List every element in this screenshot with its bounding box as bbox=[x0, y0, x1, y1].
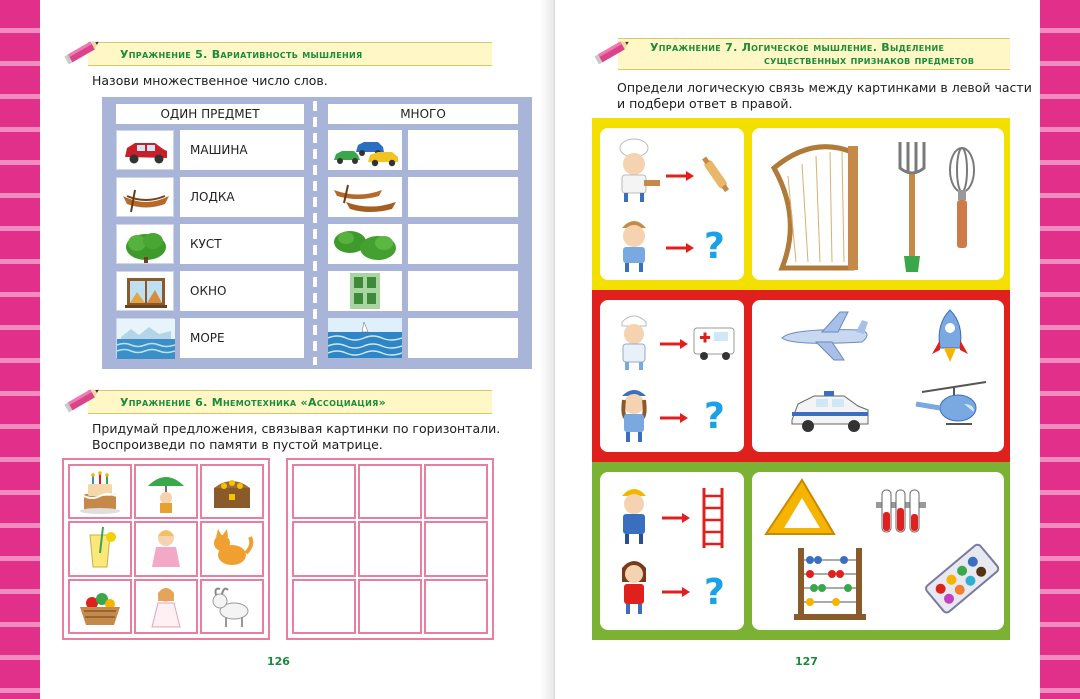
table-row bbox=[102, 224, 532, 264]
goat-picture bbox=[202, 581, 262, 632]
table-row bbox=[102, 130, 532, 170]
empty-matrix-cell[interactable] bbox=[292, 579, 356, 634]
exercise-5-title: Упражнение 5. Вариативность мышления bbox=[120, 47, 363, 61]
rocket-icon bbox=[932, 310, 968, 362]
exercise-7-instruction-line-2: и подбери ответ в правой. bbox=[617, 96, 793, 111]
empty-matrix-cell[interactable] bbox=[424, 579, 488, 634]
exercise-5-instruction: Назови множественное число слов. bbox=[92, 73, 328, 88]
windows-picture bbox=[328, 271, 402, 311]
analogy-box bbox=[600, 128, 744, 280]
matrix-cell-juice bbox=[68, 521, 132, 577]
logic-panel-red bbox=[592, 290, 1010, 462]
table-row bbox=[102, 318, 532, 358]
matrix-cell-cat bbox=[200, 521, 264, 577]
question-mark: ? bbox=[704, 396, 725, 437]
left-decorative-stripe bbox=[0, 0, 40, 699]
matrix-cell-goat bbox=[200, 579, 264, 634]
ladder-icon bbox=[704, 488, 722, 548]
cake-picture bbox=[70, 466, 130, 517]
page-number-left: 126 bbox=[267, 655, 290, 668]
answer-options-box bbox=[752, 300, 1004, 452]
exercise-5-heading bbox=[62, 42, 492, 66]
paint-palette-icon bbox=[924, 543, 999, 614]
exercise-6-instruction-line-1: Придумай предложения, связывая картинки по горизонтали. bbox=[92, 421, 501, 436]
empty-matrix-cell[interactable] bbox=[292, 464, 356, 519]
word-cell: ОКНО bbox=[180, 271, 304, 311]
logic-panel-yellow bbox=[592, 118, 1010, 290]
car-picture bbox=[116, 130, 174, 170]
plane-rocket-police-helicopter-options bbox=[752, 300, 1004, 452]
answer-options-box bbox=[752, 128, 1004, 280]
column-header-many: МНОГО bbox=[328, 104, 518, 124]
empty-matrix-cell[interactable] bbox=[292, 521, 356, 577]
word-cell: МОРЕ bbox=[180, 318, 304, 358]
umbrella-picture bbox=[136, 466, 196, 517]
exercise-7-title-line-2: существенных признаков предметов bbox=[764, 54, 975, 67]
logic-panel-green bbox=[592, 462, 1010, 640]
whisk-icon bbox=[950, 148, 974, 248]
empty-matrix-cell[interactable] bbox=[424, 464, 488, 519]
answer-blank[interactable] bbox=[408, 130, 518, 170]
empty-matrix-cell[interactable] bbox=[358, 521, 422, 577]
bush-picture bbox=[116, 224, 174, 264]
girl-picture bbox=[136, 523, 196, 575]
cars-picture bbox=[328, 130, 402, 170]
exercise-6-title: Упражнение 6. Мнемотехника «Ассоциация» bbox=[120, 395, 386, 409]
answer-blank[interactable] bbox=[408, 224, 518, 264]
empty-matrix bbox=[286, 458, 494, 640]
exercise-7-title-line-1: Упражнение 7. Логическое мышление. Выделение bbox=[650, 41, 945, 54]
window-picture bbox=[116, 271, 174, 311]
word-cell: КУСТ bbox=[180, 224, 304, 264]
exercise-7-heading bbox=[592, 38, 1010, 70]
boats-picture bbox=[328, 177, 402, 217]
answer-blank[interactable] bbox=[408, 177, 518, 217]
exercise-7-instruction-line-1: Определи логическую связь между картинками в левой части bbox=[617, 80, 1032, 95]
bushes-picture bbox=[328, 224, 402, 264]
abacus-icon bbox=[794, 548, 866, 620]
matrix-cell-cake bbox=[68, 464, 132, 519]
helicopter-icon bbox=[916, 382, 986, 424]
matrix-cell-chest bbox=[200, 464, 264, 519]
sea-picture bbox=[116, 318, 174, 358]
table-row bbox=[102, 271, 532, 311]
empty-matrix-cell[interactable] bbox=[358, 464, 422, 519]
empty-matrix-cell[interactable] bbox=[424, 521, 488, 577]
pencil-icon bbox=[62, 36, 102, 66]
airplane-icon bbox=[782, 312, 868, 360]
question-mark: ? bbox=[704, 226, 725, 267]
left-page bbox=[40, 0, 555, 699]
harp-pitchfork-whisk-options bbox=[752, 128, 1004, 280]
matrix-cell-umbrella bbox=[134, 464, 198, 519]
plural-words-table bbox=[102, 97, 532, 369]
pencil-icon bbox=[592, 36, 632, 66]
ruler-tubes-abacus-paints-options bbox=[752, 472, 1004, 630]
exercise-6-instruction-line-2: Воспроизведи по памяти в пустой матрице. bbox=[92, 437, 383, 452]
picture-matrix bbox=[62, 458, 270, 640]
matrix-cell-basket bbox=[68, 579, 132, 634]
test-tubes-icon bbox=[876, 490, 926, 532]
treasure-chest-picture bbox=[202, 466, 262, 517]
page-number-right: 127 bbox=[795, 655, 818, 668]
pencil-icon bbox=[62, 384, 102, 414]
answer-blank[interactable] bbox=[408, 271, 518, 311]
empty-matrix-cell[interactable] bbox=[358, 579, 422, 634]
word-cell: ЛОДКА bbox=[180, 177, 304, 217]
question-mark: ? bbox=[704, 572, 725, 613]
harp-icon bbox=[774, 146, 858, 270]
juice-glass-picture bbox=[70, 523, 130, 575]
seas-picture bbox=[328, 318, 402, 358]
matrix-cell-princess bbox=[134, 579, 198, 634]
boat-picture bbox=[116, 177, 174, 217]
fruit-basket-picture bbox=[70, 581, 130, 632]
police-car-icon bbox=[792, 391, 868, 432]
pitchfork-icon bbox=[900, 142, 924, 272]
table-row bbox=[102, 177, 532, 217]
analogy-box bbox=[600, 300, 744, 452]
exercise-6-heading bbox=[62, 390, 492, 414]
cat-picture bbox=[202, 523, 262, 575]
right-decorative-stripe bbox=[1040, 0, 1080, 699]
matrix-cell-girl bbox=[134, 521, 198, 577]
analogy-box bbox=[600, 472, 744, 630]
column-header-single: ОДИН ПРЕДМЕТ bbox=[116, 104, 304, 124]
princess-picture bbox=[136, 581, 196, 632]
answer-blank[interactable] bbox=[408, 318, 518, 358]
ambulance-icon bbox=[694, 328, 734, 360]
triangle-ruler-icon bbox=[766, 480, 834, 534]
word-cell: МАШИНА bbox=[180, 130, 304, 170]
right-page bbox=[555, 0, 1040, 699]
answer-options-box bbox=[752, 472, 1004, 630]
